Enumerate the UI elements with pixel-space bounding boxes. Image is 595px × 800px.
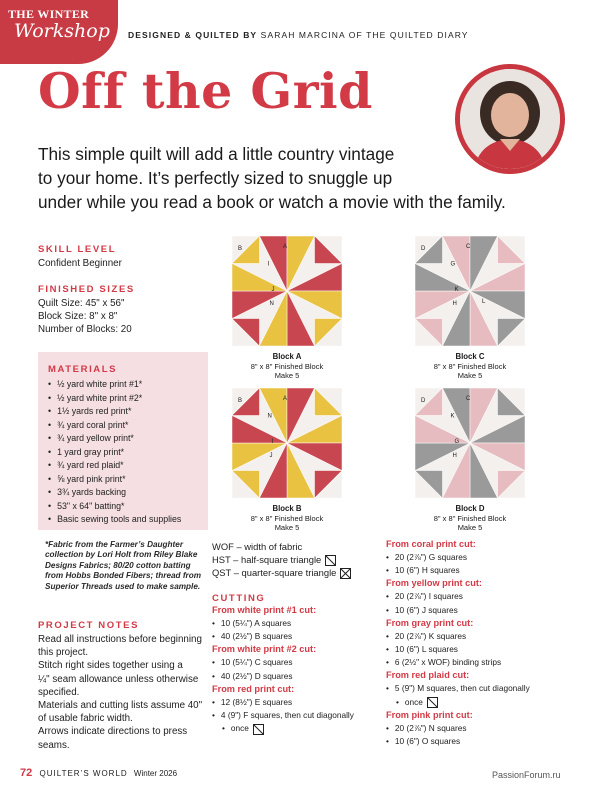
block-letter: G [454,439,460,445]
block-c-diagram [415,236,525,351]
block-letter: J [269,453,273,459]
intro-line: under while you read a book or watch a movie with the family. [38,192,506,212]
cut-item: • 20 (2⅞") G squares [386,551,576,564]
sizes-heading: FINISHED SIZES [38,284,135,295]
block-letter: A [283,396,288,402]
block-letter: A [283,244,288,250]
project-notes [38,633,208,752]
intro-text [38,142,578,214]
intro-line: to your home. It’s perfectly sized to snuggle up [38,168,393,188]
cut-item-tail [386,696,576,709]
cut-item: • 10 (6") H squares [386,564,576,577]
cut-item: • 10 (5¼") A squares [212,617,382,630]
cut-item: • 12 (8½") E squares [212,696,382,709]
material-item: • 53" x 64" batting* [48,500,181,514]
material-item: • ¾ yard coral print* [48,419,181,433]
cut-item: • 20 (2⅞") N squares [386,722,576,735]
block-b-diagram [232,388,342,503]
note-line: specified. [38,686,80,698]
badge-line1: THE WINTER [8,7,90,21]
block-b-name: Block B [272,504,302,513]
block-c-name: Block C [455,352,485,361]
block-letter: N [267,413,272,420]
block-a-size: 8" x 8" Finished Block [250,361,324,371]
cut-item: • 6 (2½" x WOF) binding strips [386,656,576,669]
size-line: Number of Blocks: 20 [38,324,132,336]
block-letter: J [271,287,275,293]
series-badge [0,0,118,64]
cut-item: • 4 (9") F squares, then cut diagonally [212,709,382,722]
cut-heading: From red plaid cut: [386,670,470,681]
qst-icon [340,568,351,579]
material-item: • 3¾ yards backing [48,486,181,500]
block-a-star-icon [232,236,342,346]
block-letter: H [452,453,457,459]
cut-item: • 40 (2½") B squares [212,630,382,643]
material-item: • Basic sewing tools and supplies [48,513,181,527]
block-b-make: Make 5 [274,523,300,532]
cut-tail: once [404,696,423,707]
sizes-list [38,297,132,337]
material-item: • ¾ yard red plaid* [48,459,181,473]
note-line: seams. [38,739,70,751]
cut-heading: From yellow print cut: [386,578,482,589]
block-d-make: Make 5 [457,523,483,532]
block-letter: C [466,396,471,402]
block-letter: C [466,244,471,250]
cut-heading: From gray print cut: [386,617,474,628]
magazine-name: QUILTER’S WORLD [39,769,128,778]
block-letter: N [269,301,274,307]
cut-item: • 10 (5¼") C squares [212,656,382,669]
skill-heading: SKILL LEVEL [38,244,117,255]
cut-heading: From coral print cut: [386,539,476,549]
abbrev-wof: WOF – width of fabric [212,541,303,552]
block-a-caption [222,352,352,381]
block-d-diagram [415,388,525,503]
cut-item: • 10 (6") O squares [386,735,576,748]
note-line: this project. [38,647,89,659]
cut-heading: From red print cut: [212,683,295,694]
block-letter: B [238,246,243,252]
cutting-heading: CUTTING [212,593,266,604]
hst-icon [325,555,336,566]
footer [20,767,177,779]
block-c-size: 8" x 8" Finished Block [433,361,507,371]
block-a-name: Block A [272,352,302,361]
block-c-caption [405,352,535,381]
hst-icon [427,697,438,708]
cut-item: • 20 (2⅞") K squares [386,630,576,643]
cut-item: • 40 (2½") D squares [212,670,382,683]
cut-item: • 20 (2⅞") I squares [386,590,576,603]
project-notes-heading: PROJECT NOTES [38,620,140,631]
byline [128,30,469,40]
block-a-diagram [232,236,342,351]
block-letter: G [450,261,456,268]
intro-line: This simple quilt will add a little country vintage [38,144,395,164]
block-c-star-icon [415,236,525,346]
note-line: Materials and cutting lists assume 40" [38,700,203,712]
size-line: Block Size: 8" x 8" [38,311,118,323]
abbrev-hst: HST – half-square triangle [212,554,322,566]
cut-item: • 10 (6") J squares [386,604,576,617]
cutting-col2 [386,538,576,748]
block-d-star-icon [415,388,525,498]
block-d-size: 8" x 8" Finished Block [433,513,507,523]
note-line: Read all instructions before beginning [38,634,202,645]
block-letter: D [421,398,426,404]
materials-list [48,378,181,527]
block-letter: D [421,246,426,252]
note-line: of usable fabric width. [38,713,133,725]
cut-item: • 10 (6") L squares [386,643,576,656]
cut-item: • 5 (9") M squares, then cut diagonally [386,682,576,695]
size-line: Quilt Size: 45" x 56" [38,298,125,309]
block-b-size: 8" x 8" Finished Block [250,513,324,523]
block-letter: L [482,299,486,305]
abbrev-qst-row [212,566,351,579]
block-letter: H [452,301,457,307]
cut-tail: once [230,723,249,734]
block-a-make: Make 5 [274,371,300,380]
material-item: • 1 yard gray print* [48,446,181,460]
material-item: • ¾ yard yellow print* [48,432,181,446]
block-letter: K [450,413,455,420]
block-letter: B [238,398,243,404]
material-item: • ⅝ yard pink print* [48,473,181,487]
block-b-star-icon [232,388,342,498]
block-letter: I [271,439,274,445]
skill-value: Confident Beginner [38,258,122,269]
abbreviations [212,540,351,580]
note-line: Stitch right sides together using a [38,660,183,672]
materials-box [38,352,208,530]
materials-heading: MATERIALS [48,364,118,375]
cut-heading: From white print #1 cut: [212,605,317,615]
cut-heading: From white print #2 cut: [212,644,317,655]
page-number: 72 [20,767,33,779]
note-line: ¼" seam allowance unless otherwise [38,673,199,685]
cutting-col1 [212,604,382,735]
byline-name: SARAH MARCINA OF THE QUILTED DIARY [260,30,469,40]
note-line: Arrows indicate directions to press [38,726,188,738]
hst-icon [253,724,264,735]
block-d-caption [405,504,535,533]
block-letter: K [454,287,459,293]
badge-line2: Workshop [14,20,110,42]
abbrev-qst: QST – quarter-square triangle [212,567,337,579]
cut-heading: From pink print cut: [386,709,473,720]
block-d-name: Block D [455,504,485,513]
block-letter: I [267,261,270,268]
material-item: • ½ yard white print #1* [48,378,181,392]
page-title: Off the Grid [38,62,373,120]
fabric-note: *Fabric from the Farmer’s Daughter collection by Lori Holt from Riley Blake Designs Fabrics; 80/20 cotton batting from Hobbs Bonded Fibers; thread from Superior Threads used to make sample. [45,540,202,591]
cut-item-tail [212,722,382,735]
material-item: • ½ yard white print #2* [48,392,181,406]
block-b-caption [222,504,352,533]
block-c-make: Make 5 [457,371,483,380]
watermark: PassionForum.ru [492,770,561,780]
issue: Winter 2026 [133,769,178,778]
material-item: • 1½ yards red print* [48,405,181,419]
abbrev-hst-row [212,553,351,566]
byline-prefix: DESIGNED & QUILTED BY [128,30,258,40]
